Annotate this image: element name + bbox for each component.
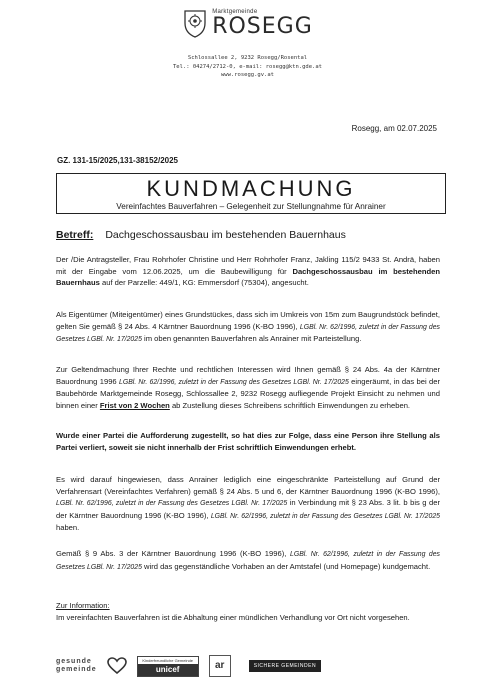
contact-line: Tel.: 04274/2712-0, e-mail: rosegg@ktn.gde.at	[172, 63, 322, 70]
text-run-deadline: Frist von 2 Wochen	[99, 400, 170, 410]
file-reference: GZ. 131-15/2025,131-38152/2025	[57, 156, 178, 165]
paragraph-neighbor-status	[56, 309, 440, 346]
logo-row	[0, 8, 495, 38]
text-run-italic: LGBl. Nr. 62/1996, zuletzt in der Fassung des Gesetzes LGBl. Nr. 17/2025	[56, 500, 288, 507]
text-run: auf der Parzelle: 449/1, KG: Emmersdorf (75304), angesucht.	[99, 278, 309, 287]
sichere-gemeinden-logo: SICHERE GEMEINDEN	[249, 660, 321, 672]
document-title: KUNDMACHUNG	[146, 176, 356, 201]
paragraph-rights	[56, 364, 440, 411]
award-mark-logo: ar	[209, 655, 231, 677]
text-run-bold: Dachgeschossausbau im bestehenden Bauernhaus	[56, 266, 441, 287]
crest-icon	[182, 8, 208, 38]
municipality-small: Marktgemeinde	[212, 8, 258, 15]
text-run: Zur Geltendmachung Ihrer Rechte und rechtlichen Interessen wird Ihnen gemäß § 24 Abs. 4a der Kärntner Bauordnung 1996	[56, 365, 440, 386]
text-run: wird das gegenständliche Vorhaben an der Amtstafel (und Homepage) kundgemacht.	[141, 561, 431, 571]
subject-line	[56, 229, 346, 241]
document-date: Rosegg, am 02.07.2025	[351, 124, 437, 133]
address-block	[0, 54, 495, 80]
unicef-logo	[137, 656, 199, 677]
text-run: haben.	[56, 523, 80, 532]
paragraph-application	[56, 254, 440, 289]
gesunde-text: gesunde	[56, 658, 92, 665]
title-box	[56, 173, 446, 214]
text-run-italic: LGBl. Nr. 62/1996, zuletzt in der Fassung des Gesetzes LGBl. Nr. 17/2025	[56, 323, 440, 343]
address-line: Schlossallee 2, 9232 Rosegg/Rosental	[187, 55, 308, 61]
text-run: im oben genannten Bauverfahren als Anrainer mit Parteistellung.	[141, 334, 362, 343]
text-run-italic: LGBl. Nr. 62/1996, zuletzt in der Fassung des Gesetzes LGBl. Nr. 17/2025	[56, 551, 440, 571]
paragraph-limited-status	[56, 474, 440, 534]
info-label: Zur Information:	[56, 601, 110, 610]
text-run: in Verbindung mit § 23 Abs. 3 lit. b bis g der der Kärntner Bauordnung 1996 (K-BO 1996),	[56, 498, 440, 520]
info-text: Im vereinfachten Bauverfahren ist die Abhaltung einer mündlichen Verhandlung vor Ort nicht vorgesehen.	[56, 612, 410, 622]
municipality-block	[212, 9, 313, 38]
footer-logos	[56, 646, 446, 686]
heart-icon	[107, 657, 127, 675]
text-run: Es wird darauf hingewiesen, dass Anrainer lediglich eine eingeschränkte Parteistellung auf Grund der Verfahrensart (Vereinfachtes Verfahren) gemäß § 24 Abs. 5 und 6, der Kärntner Bauordnung 1996 (K-BO 1996),	[56, 475, 440, 496]
letterhead	[0, 8, 495, 80]
paragraph-announcement	[56, 548, 440, 573]
gesunde-gemeinde-logo	[56, 658, 97, 674]
subject-label: Betreff:	[56, 229, 94, 241]
text-run-italic: LGBl. Nr. 62/1996, zuletzt in der Fassung des Gesetzes LGBl. Nr. 17/2025	[119, 378, 349, 386]
municipality-name: ROSEGG	[212, 13, 313, 39]
unicef-top-text: Kinderfreundliche Gemeinde	[142, 657, 194, 663]
gemeinde-text: gemeinde	[56, 666, 97, 673]
text-run: Als Eigentümer (Miteigentümer) eines Grundstückes, dass sich im Umkreis von 15m zum Baugrundstück befindet, gelten Sie gemäß § 24 Abs. 4 Kärntner Bauordnung 1996 (K-BO 1996),	[56, 310, 440, 331]
text-run: Der /Die Antragsteller, Frau Rohrhofer Christine und Herr Rohrhofer Franz, Jakling 115/2 9433 St. Andrä, haben mit der Eingabe vom 12.06.2025, um die Baubewilligung für	[56, 255, 440, 276]
text-run: Gemäß § 9 Abs. 3 der Kärntner Bauordnung 1996 (K-BO 1996),	[56, 549, 290, 558]
info-section	[56, 600, 440, 623]
unicef-name: unicef	[138, 664, 198, 676]
subject-text: Dachgeschossausbau im bestehenden Bauernhaus	[105, 229, 346, 241]
paragraph-warning: Wurde einer Partei die Aufforderung zugestellt, so hat dies zur Folge, dass eine Person ihre Stellung als Partei verliert, soweit sie nicht innerhalb der Frist schriftlich Einwendungen erhebt.	[56, 431, 440, 452]
document-subtitle: Vereinfachtes Bauverfahren – Gelegenheit zur Stellungnahme für Anrainer	[116, 202, 386, 211]
text-run-italic: LGBl. Nr. 62/1996, zuletzt in der Fassung des Gesetzes LGBl. Nr. 17/2025	[210, 512, 440, 520]
text-run: eingeräumt, in das bei der Baubehörde Marktgemeinde Rosegg, Schlossallee 2, 9232 Rosegg aufliegende Projekt Einsicht zu nehmen und binnen einer	[56, 376, 440, 410]
text-run: ab Zustellung dieses Schreibens schriftlich Einwendungen zu erheben.	[169, 400, 411, 410]
website-line: www.rosegg.gv.at	[221, 72, 274, 78]
